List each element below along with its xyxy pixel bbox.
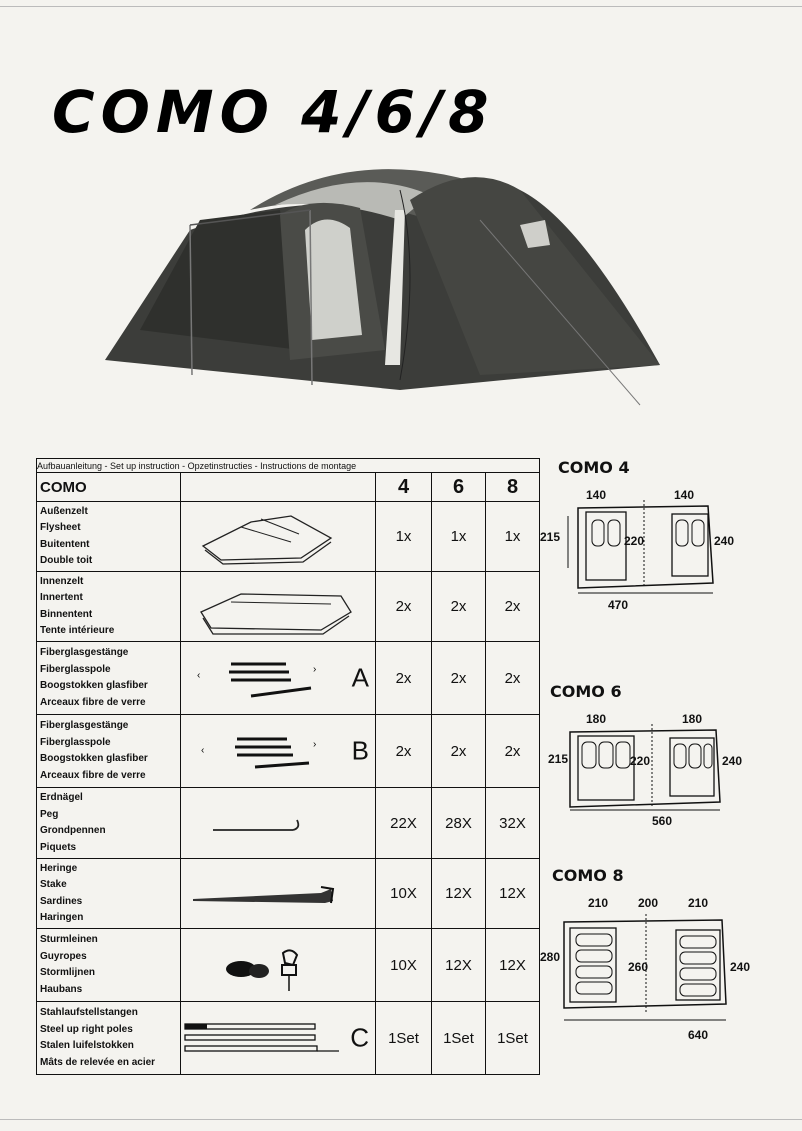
dim-total: 560 xyxy=(652,814,673,828)
dim-total: 470 xyxy=(608,598,629,612)
inner-tent-icon xyxy=(181,572,376,641)
floorplan-title: COMO 8 xyxy=(552,866,624,885)
dim-height-left: 280 xyxy=(540,950,561,964)
dim-width-right: 180 xyxy=(682,712,703,726)
dim-height-mid: 260 xyxy=(628,960,649,974)
tent-illustration xyxy=(100,150,680,440)
model-col-8: 8 xyxy=(486,473,540,502)
floorplan-como6 xyxy=(548,682,798,832)
svg-text:‹: ‹ xyxy=(197,670,201,681)
floorplan-title: COMO 4 xyxy=(558,458,630,477)
table-header: Aufbauanleitung - Set up instruction - Opzetinstructies - Instructions de montage xyxy=(37,459,540,473)
floorplan-drawing xyxy=(548,712,798,817)
svg-text:›: › xyxy=(313,739,317,750)
floorplan-drawing xyxy=(548,488,798,603)
dim-width-left: 180 xyxy=(586,712,607,726)
peg-icon xyxy=(181,788,376,858)
floorplan-drawing xyxy=(548,912,802,1027)
dim-height-left: 215 xyxy=(548,752,569,766)
floorplan-como4 xyxy=(540,458,798,618)
dim-width-left: 210 xyxy=(588,896,609,910)
table-row: Außenzelt Flysheet Buitentent Double toit 1x 1x 1x xyxy=(37,502,540,572)
dim-height-right: 240 xyxy=(714,534,735,548)
dim-width-right: 210 xyxy=(688,896,709,910)
dim-height-right: 240 xyxy=(722,754,743,768)
fiberglass-pole-b-icon xyxy=(181,715,341,787)
dim-height-mid: 220 xyxy=(624,534,645,548)
dim-height-mid: 220 xyxy=(630,754,651,768)
table-row: Stahlaufstellstangen Steel up right poles Stalen luifelstokken Mâts de relevée en acier C 1Set 1Set 1Set xyxy=(37,1002,540,1075)
steel-pole-c-icon xyxy=(181,1002,346,1074)
setup-table xyxy=(36,458,540,1075)
top-rule xyxy=(0,6,802,7)
svg-text:›: › xyxy=(313,664,317,675)
floorplan-title: COMO 6 xyxy=(550,682,622,701)
table-row: Heringe Stake Sardines Haringen 10X 12X 12X xyxy=(37,859,540,929)
dim-width-mid: 200 xyxy=(638,896,659,910)
dim-width-right: 140 xyxy=(674,488,695,502)
model-col-6: 6 xyxy=(432,473,486,502)
dim-height-right: 240 xyxy=(730,960,751,974)
model-col-4: 4 xyxy=(376,473,432,502)
dim-height-left: 215 xyxy=(540,530,561,544)
guyrope-icon xyxy=(181,929,376,1001)
svg-text:‹: ‹ xyxy=(201,745,205,756)
pole-letter-b: B xyxy=(351,735,369,766)
stake-icon xyxy=(181,859,376,928)
pole-letter-c: C xyxy=(350,1022,369,1053)
bottom-rule xyxy=(0,1119,802,1120)
fiberglass-pole-a-icon xyxy=(181,642,341,714)
dim-width-left: 140 xyxy=(586,488,607,502)
table-row: Sturmleinen Guyropes Stormlijnen Haubans 10X 12X 12X xyxy=(37,929,540,1002)
table-row: Fiberglasgestänge Fiberglasspole Boogstokken glasfiber Arceaux fibre de verre ‹ › B 2x 2x 2x xyxy=(37,715,540,788)
pole-letter-a: A xyxy=(351,662,369,693)
table-row: Innenzelt Innertent Binnentent Tente intérieure 2x 2x 2x xyxy=(37,572,540,642)
dim-total: 640 xyxy=(688,1028,709,1042)
model-label: COMO xyxy=(37,473,181,502)
flysheet-icon xyxy=(181,502,376,571)
table-row: Fiberglasgestänge Fiberglasspole Boogstokken glasfiber Arceaux fibre de verre ‹ › A 2x 2x 2x xyxy=(37,642,540,715)
floorplan-como8 xyxy=(540,866,802,1046)
table-row: Erdnägel Peg Grondpennen Piquets 22X 28X 32X xyxy=(37,788,540,859)
page-title: COMO 4/6/8 xyxy=(52,78,495,146)
